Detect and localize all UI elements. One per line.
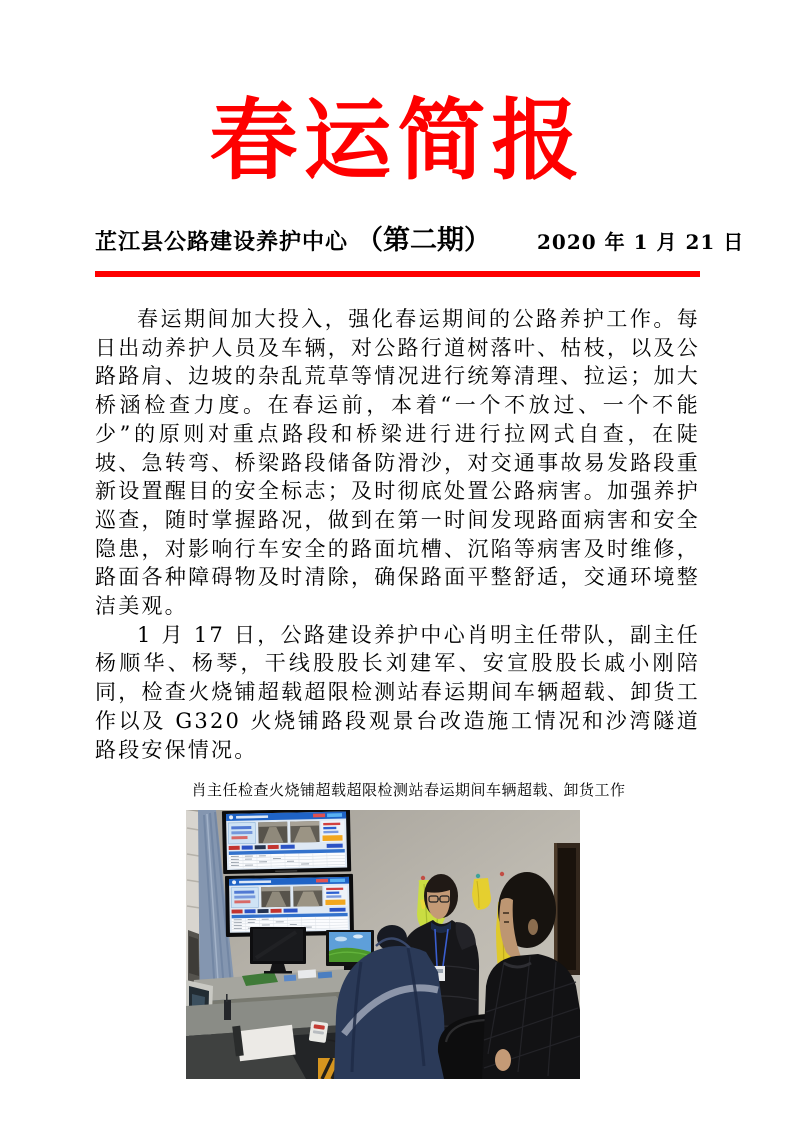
article-body xyxy=(95,305,700,764)
document-content xyxy=(0,84,793,1079)
masthead-divider-rule xyxy=(95,271,700,277)
paragraph-inspection-trip: 1 月 17 日，公路建设养护中心肖明主任带队，副主任杨顺华、杨琴，干线股股长刘建军、安宣股股长戚小刚陪同，检查火烧铺超载超限检测站春运期间车辆超载、卸货工作以及 G320 火烧铺路段观景台改造施工情况和沙湾隧道路段安保情况。 xyxy=(95,622,700,762)
masthead-issue-number: （第二期） xyxy=(356,225,492,256)
inspection-photo xyxy=(186,810,580,1079)
photo-caption: 肖主任检查火烧铺超载超限检测站春运期间车辆超载、卸货工作 xyxy=(191,781,626,800)
masthead-date: 2020 年 1 月 21 日 xyxy=(537,230,745,254)
door-frame xyxy=(554,843,580,975)
paragraph-maintenance-overview: 春运期间加大投入，强化春运期间的公路养护工作。每日出动养护人员及车辆，对公路行道树落叶、枯枝，以及公路路肩、边坡的杂乱荒草等情况进行统筹清理、拉运；加大桥涵检查力度。在春运前，本着“一个不放过、一个不能少”的原则对重点路段和桥梁进行进行拉网式自查，在陡坡、急转弯、桥梁路段储备防滑沙，对交通事故易发路段重新设置醒目的安全标志；及时彻底处置公路病害。加强养护巡查，随时掌握路况，做到在第一时间发现路面病害和安全隐患，对影响行车安全的路面坑槽、沉陷等病害及时维修，路面各种障碍物及时清除，确保路面平整舒适，交通环境整洁美观。 xyxy=(95,307,700,619)
masthead-organization: 芷江县公路建设养护中心 xyxy=(95,229,349,255)
newsletter-title: 春运简报 xyxy=(209,88,586,192)
masthead xyxy=(95,218,745,257)
wall-monitor-top xyxy=(222,810,351,874)
inspection-photo-scene xyxy=(186,810,580,1079)
